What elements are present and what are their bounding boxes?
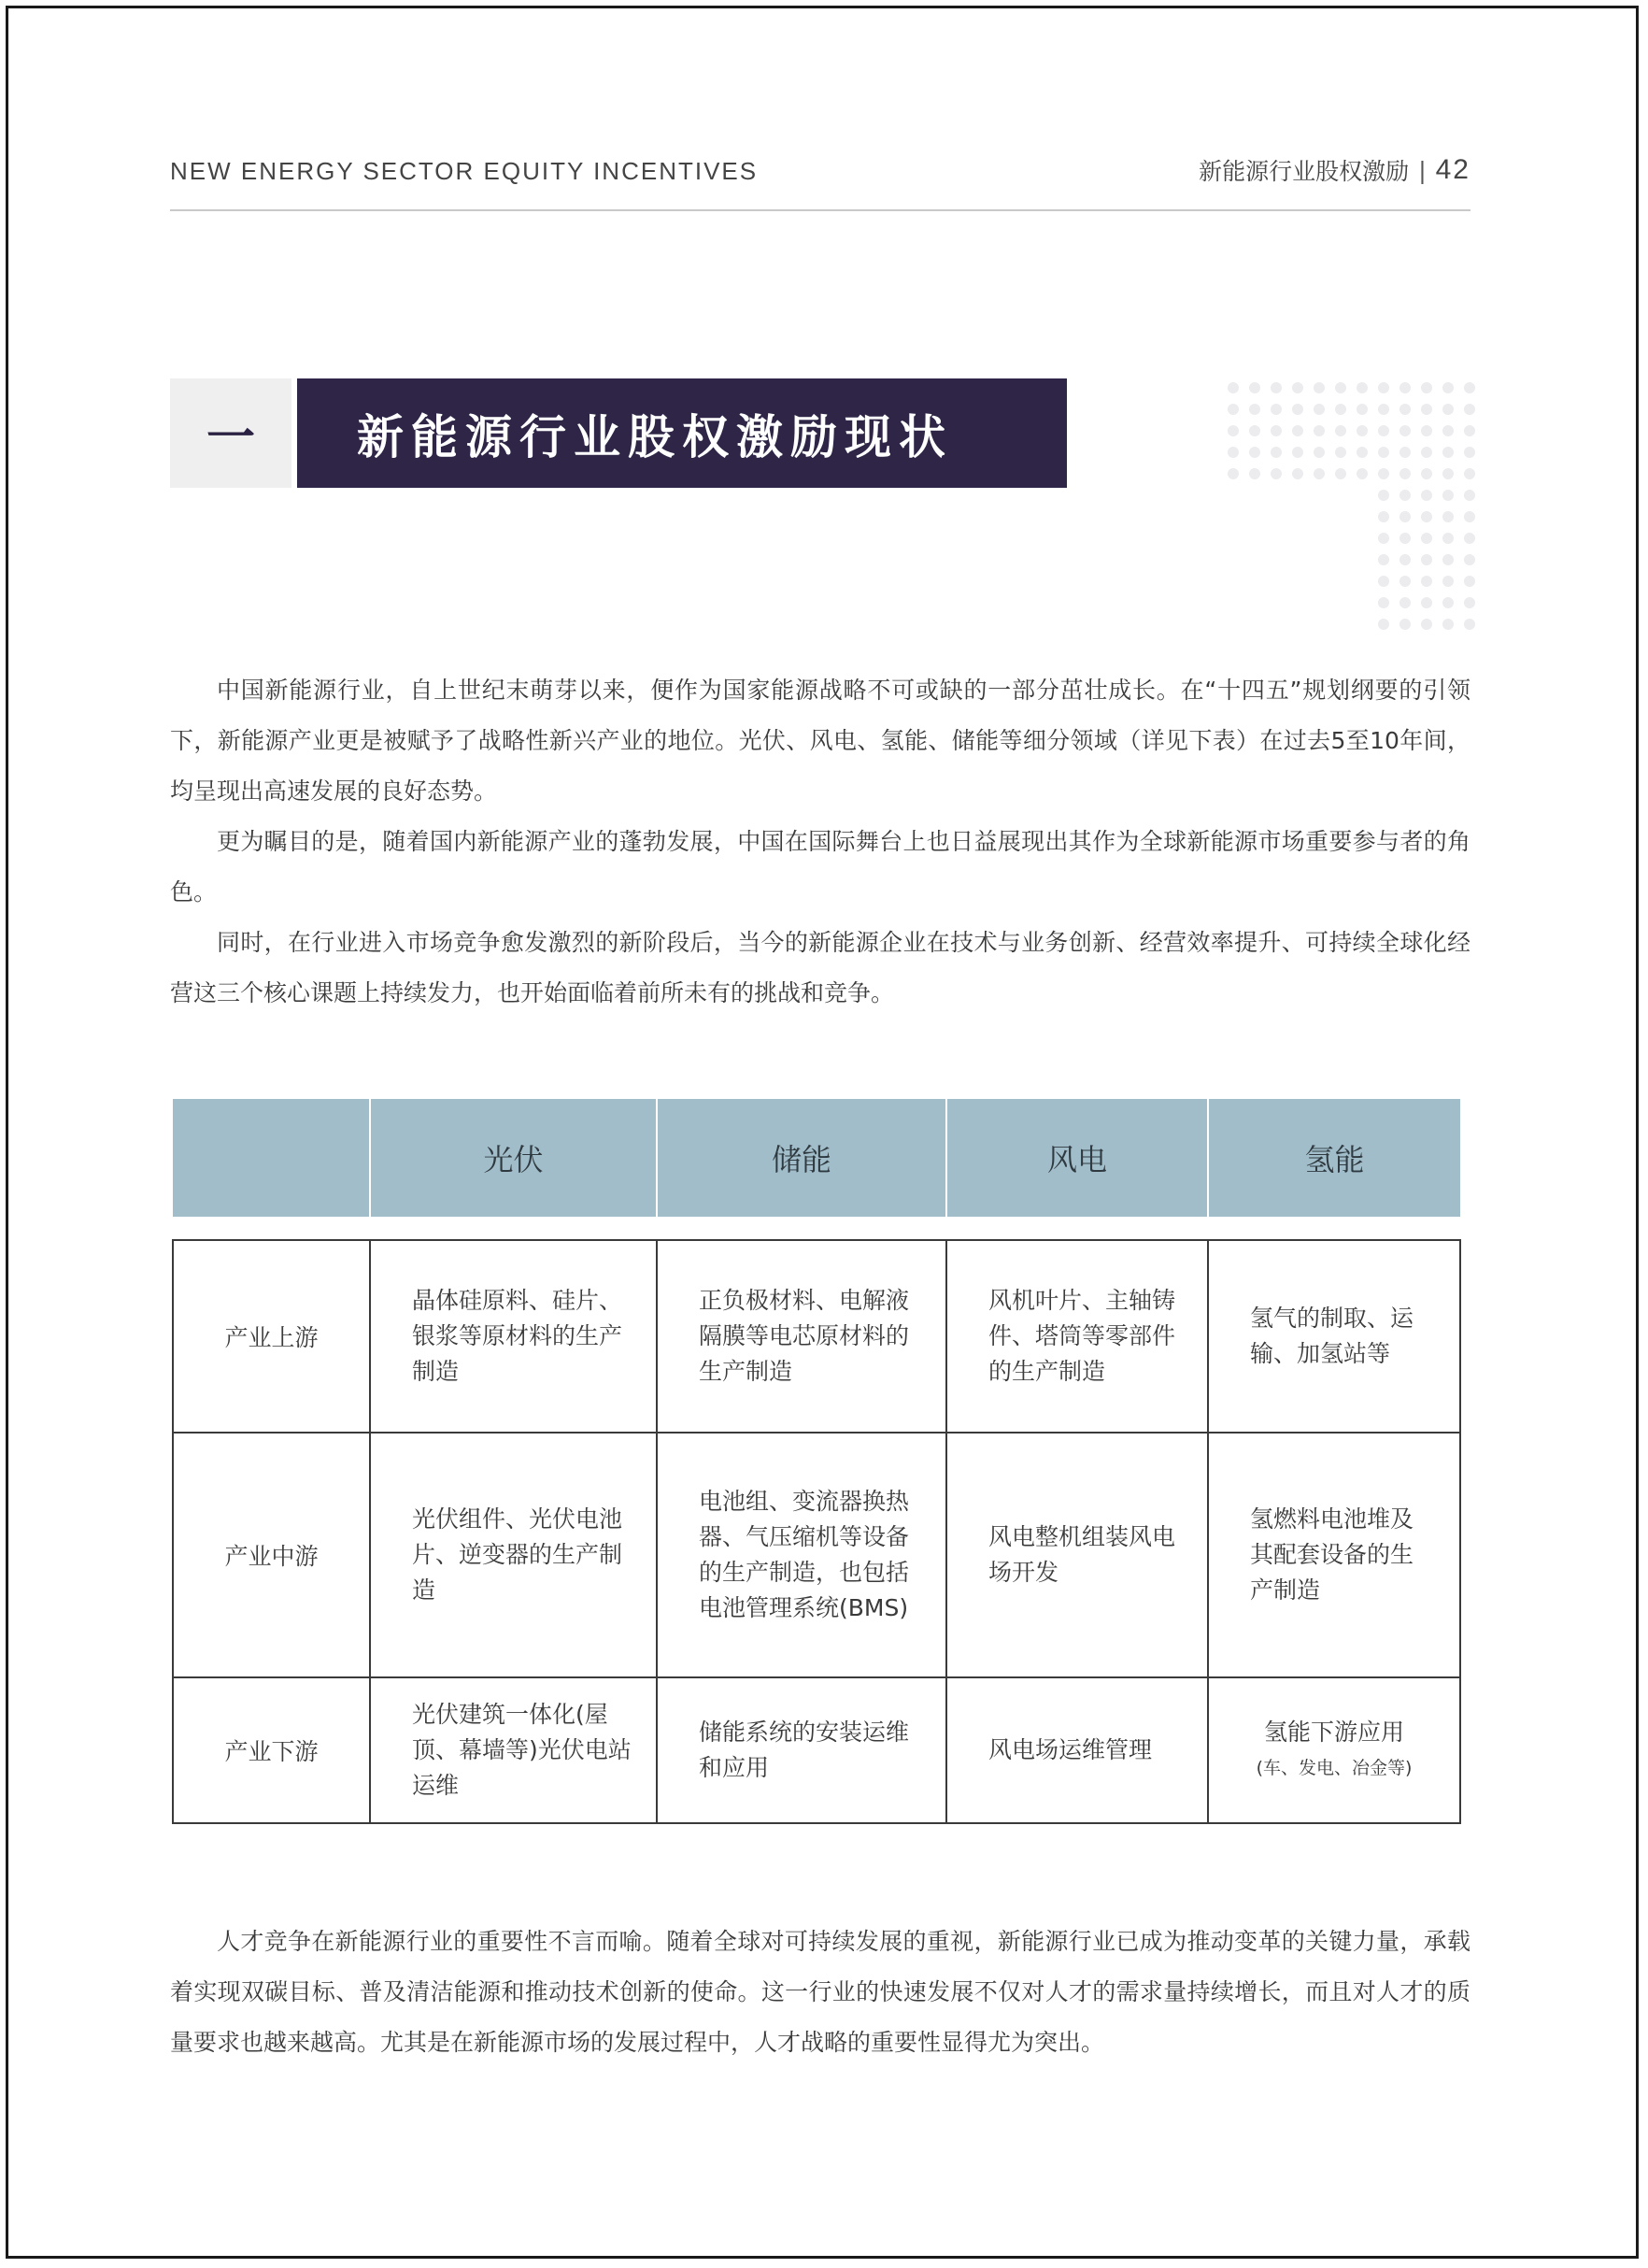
decorative-dot bbox=[1399, 511, 1411, 522]
row-label: 产业中游 bbox=[173, 1433, 370, 1677]
decorative-dot bbox=[1228, 447, 1239, 458]
decorative-dot bbox=[1292, 382, 1303, 393]
decorative-dot-pattern bbox=[1224, 378, 1485, 649]
decorative-dot bbox=[1464, 619, 1475, 630]
decorative-dot bbox=[1464, 576, 1475, 587]
table-cell: 光伏建筑一体化(屋顶、幕墙等)光伏电站运维 bbox=[370, 1677, 657, 1823]
decorative-dot bbox=[1271, 404, 1282, 415]
decorative-dot bbox=[1464, 554, 1475, 565]
decorative-dot bbox=[1399, 619, 1411, 630]
decorative-dot bbox=[1249, 468, 1260, 479]
decorative-dot bbox=[1378, 576, 1389, 587]
decorative-dot bbox=[1271, 425, 1282, 436]
table-row-midstream bbox=[173, 1433, 1460, 1677]
decorative-dot bbox=[1228, 382, 1239, 393]
table-row-downstream bbox=[173, 1677, 1460, 1823]
decorative-dot bbox=[1357, 468, 1368, 479]
header-separator: | bbox=[1418, 156, 1427, 184]
header-english-title: NEW ENERGY SECTOR EQUITY INCENTIVES bbox=[170, 157, 759, 185]
table-row-upstream bbox=[173, 1240, 1460, 1433]
decorative-dot bbox=[1335, 382, 1346, 393]
decorative-dot bbox=[1464, 597, 1475, 608]
decorative-dot bbox=[1399, 576, 1411, 587]
decorative-dot bbox=[1421, 447, 1432, 458]
decorative-dot bbox=[1228, 404, 1239, 415]
row-label: 产业上游 bbox=[173, 1240, 370, 1433]
decorative-dot bbox=[1464, 382, 1475, 393]
table-cell: 储能系统的安装运维和应用 bbox=[657, 1677, 946, 1823]
decorative-dot bbox=[1271, 447, 1282, 458]
decorative-dot bbox=[1442, 597, 1454, 608]
decorative-dot bbox=[1335, 404, 1346, 415]
row-label: 产业下游 bbox=[173, 1677, 370, 1823]
decorative-dot bbox=[1249, 447, 1260, 458]
table-header-photovoltaic: 光伏 bbox=[370, 1099, 657, 1217]
table-header-row bbox=[173, 1099, 1460, 1217]
decorative-dot bbox=[1292, 447, 1303, 458]
decorative-dot bbox=[1421, 533, 1432, 544]
decorative-dot bbox=[1442, 447, 1454, 458]
decorative-dot bbox=[1442, 490, 1454, 501]
decorative-dot bbox=[1421, 404, 1432, 415]
running-header bbox=[170, 154, 1470, 211]
decorative-dot bbox=[1399, 597, 1411, 608]
decorative-dot bbox=[1464, 468, 1475, 479]
decorative-dot bbox=[1421, 576, 1432, 587]
decorative-dot bbox=[1314, 404, 1325, 415]
decorative-dot bbox=[1464, 425, 1475, 436]
intro-paragraph-3: 同时，在行业进入市场竞争愈发激烈的新阶段后，当今的新能源企业在技术与业务创新、经营效率提升、可持续全球化经营这三个核心课题上持续发力，也开始面临着前所未有的挑战和竞争。 bbox=[170, 929, 1470, 1006]
decorative-dot bbox=[1271, 468, 1282, 479]
decorative-dot bbox=[1292, 468, 1303, 479]
section-title-bar bbox=[297, 378, 1067, 488]
decorative-dot bbox=[1357, 447, 1368, 458]
decorative-dot bbox=[1442, 533, 1454, 544]
decorative-dot bbox=[1464, 447, 1475, 458]
decorative-dot bbox=[1314, 425, 1325, 436]
decorative-dot bbox=[1378, 490, 1389, 501]
decorative-dot bbox=[1442, 576, 1454, 587]
decorative-dot bbox=[1421, 425, 1432, 436]
decorative-dot bbox=[1442, 619, 1454, 630]
header-right-group bbox=[1199, 153, 1470, 187]
decorative-dot bbox=[1378, 511, 1389, 522]
table-header-wind-power: 风电 bbox=[946, 1099, 1208, 1217]
decorative-dot bbox=[1228, 468, 1239, 479]
decorative-dot bbox=[1399, 468, 1411, 479]
decorative-dot bbox=[1378, 533, 1389, 544]
table-cell: 风电场运维管理 bbox=[946, 1677, 1208, 1823]
decorative-dot bbox=[1421, 468, 1432, 479]
decorative-dot bbox=[1378, 468, 1389, 479]
decorative-dot bbox=[1399, 533, 1411, 544]
decorative-dot bbox=[1442, 554, 1454, 565]
decorative-dot bbox=[1378, 404, 1389, 415]
decorative-dot bbox=[1421, 597, 1432, 608]
decorative-dot bbox=[1421, 619, 1432, 630]
decorative-dot bbox=[1378, 554, 1389, 565]
table-cell: 正负极材料、电解液隔膜等电芯原材料的生产制造 bbox=[657, 1240, 946, 1433]
decorative-dot bbox=[1421, 382, 1432, 393]
decorative-dot bbox=[1228, 425, 1239, 436]
header-chinese-title: 新能源行业股权激励 bbox=[1199, 158, 1410, 185]
page-number: 42 bbox=[1435, 154, 1470, 185]
decorative-dot bbox=[1464, 404, 1475, 415]
decorative-dot bbox=[1314, 382, 1325, 393]
decorative-dot bbox=[1399, 382, 1411, 393]
intro-paragraph-2: 更为瞩目的是，随着国内新能源产业的蓬勃发展，中国在国际舞台上也日益展现出其作为全球新能源市场重要参与者的角色。 bbox=[170, 828, 1470, 906]
table-header-corner bbox=[173, 1099, 370, 1217]
decorative-dot bbox=[1421, 511, 1432, 522]
table-header-hydrogen: 氢能 bbox=[1208, 1099, 1460, 1217]
decorative-dot bbox=[1292, 404, 1303, 415]
table-cell: 氢燃料电池堆及其配套设备的生产制造 bbox=[1208, 1433, 1460, 1677]
decorative-dot bbox=[1378, 619, 1389, 630]
table-cell: 风机叶片、主轴铸件、塔筒等零部件的生产制造 bbox=[946, 1240, 1208, 1433]
decorative-dot bbox=[1442, 468, 1454, 479]
decorative-dot bbox=[1378, 597, 1389, 608]
decorative-dot bbox=[1357, 425, 1368, 436]
table-spacer bbox=[173, 1217, 1460, 1240]
decorative-dot bbox=[1442, 511, 1454, 522]
closing-text bbox=[170, 1917, 1470, 2068]
table-cell: 光伏组件、光伏电池片、逆变器的生产制造 bbox=[370, 1433, 657, 1677]
decorative-dot bbox=[1249, 404, 1260, 415]
decorative-dot bbox=[1378, 382, 1389, 393]
section-title: 新能源行业股权激励现状 bbox=[357, 409, 953, 464]
decorative-dot bbox=[1399, 490, 1411, 501]
decorative-dot bbox=[1378, 447, 1389, 458]
decorative-dot bbox=[1399, 425, 1411, 436]
table-cell: 电池组、变流器换热器、气压缩机等设备的生产制造，也包括电池管理系统(BMS) bbox=[657, 1433, 946, 1677]
hydrogen-downstream-text: 氢能下游应用 bbox=[1263, 1719, 1404, 1746]
table-cell: 晶体硅原料、硅片、银浆等原材料的生产制造 bbox=[370, 1240, 657, 1433]
closing-paragraph: 人才竞争在新能源行业的重要性不言而喻。随着全球对可持续发展的重视，新能源行业已成为推动变革的关键力量，承载着实现双碳目标、普及清洁能源和推动技术创新的使命。这一行业的快速发展不仅对人才的需求量持续增长，而且对人才的质量要求也越来越高。尤其是在新能源市场的发展过程中，人才战略的重要性显得尤为突出。 bbox=[170, 1928, 1470, 2056]
decorative-dot bbox=[1314, 447, 1325, 458]
decorative-dot bbox=[1421, 554, 1432, 565]
decorative-dot bbox=[1357, 382, 1368, 393]
table-cell: 氢气的制取、运输、加氢站等 bbox=[1208, 1240, 1460, 1433]
industry-chain-table bbox=[172, 1099, 1461, 1824]
decorative-dot bbox=[1292, 425, 1303, 436]
table-cell bbox=[1208, 1677, 1460, 1823]
intro-paragraph-1: 中国新能源行业，自上世纪末萌芽以来，便作为国家能源战略不可或缺的一部分茁壮成长。在“十四五”规划纲要的引领下，新能源产业更是被赋予了战略性新兴产业的地位。光伏、风电、氢能、储能等细分领域（详见下表）在过去5至10年间，均呈现出高速发展的良好态势。 bbox=[170, 677, 1470, 805]
hydrogen-downstream-note: (车、发电、冶金等) bbox=[1256, 1758, 1413, 1778]
decorative-dot bbox=[1442, 382, 1454, 393]
table-header-energy-storage: 储能 bbox=[657, 1099, 946, 1217]
decorative-dot bbox=[1399, 554, 1411, 565]
decorative-dot bbox=[1314, 468, 1325, 479]
decorative-dot bbox=[1335, 468, 1346, 479]
decorative-dot bbox=[1442, 425, 1454, 436]
decorative-dot bbox=[1399, 404, 1411, 415]
decorative-dot bbox=[1442, 404, 1454, 415]
decorative-dot bbox=[1464, 511, 1475, 522]
decorative-dot bbox=[1335, 447, 1346, 458]
decorative-dot bbox=[1357, 404, 1368, 415]
decorative-dot bbox=[1271, 382, 1282, 393]
decorative-dot bbox=[1378, 425, 1389, 436]
section-number: 一 bbox=[206, 410, 255, 466]
decorative-dot bbox=[1421, 490, 1432, 501]
decorative-dot bbox=[1464, 490, 1475, 501]
decorative-dot bbox=[1399, 447, 1411, 458]
decorative-dot bbox=[1335, 425, 1346, 436]
table-cell: 风电整机组装风电场开发 bbox=[946, 1433, 1208, 1677]
decorative-dot bbox=[1249, 425, 1260, 436]
decorative-dot bbox=[1249, 382, 1260, 393]
intro-text bbox=[170, 665, 1470, 1019]
decorative-dot bbox=[1464, 533, 1475, 544]
